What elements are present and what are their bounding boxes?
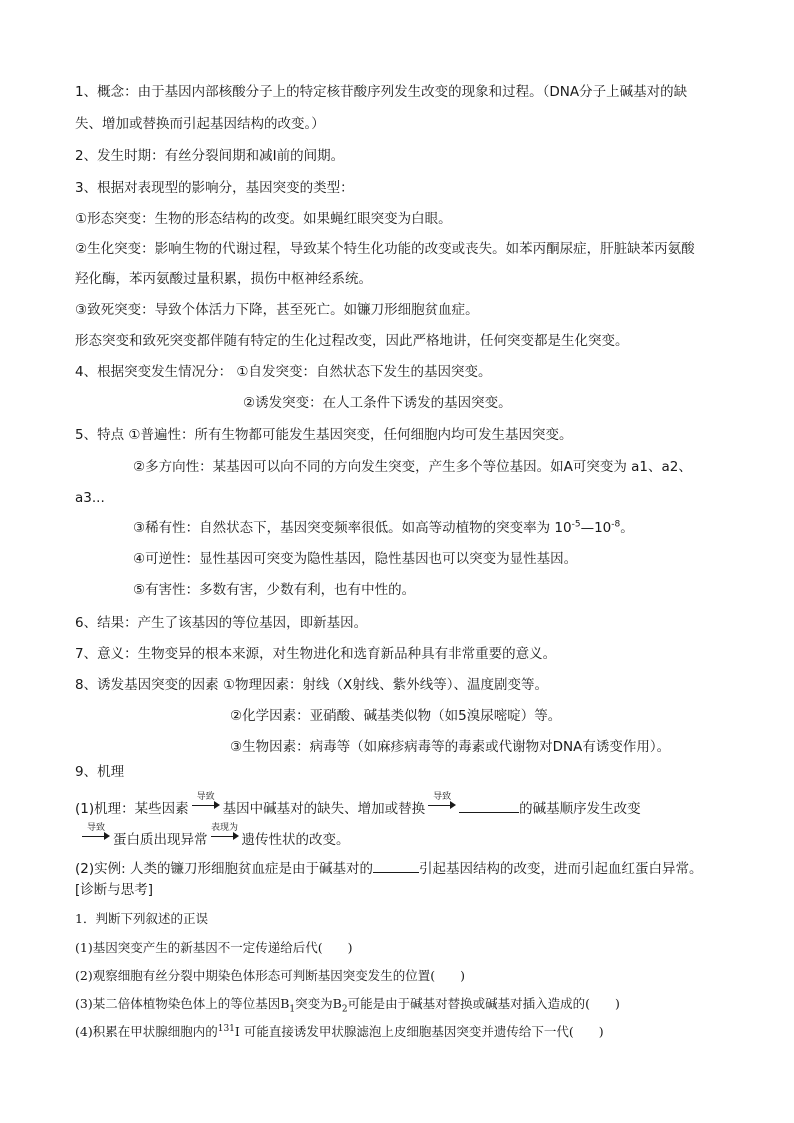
concept-line-1: 1、概念：由于基因内部核酸分子上的特定核苷酸序列发生改变的现象和过程。（DNA分子上碱基对的缺 bbox=[75, 84, 688, 100]
question-2: (2)观察细胞有丝分裂中期染色体形态可判断基因突变发生的位置( ) bbox=[75, 968, 465, 983]
feature-harmfulness: ⑤有害性：多数有害，少数有利，也有中性的。 bbox=[133, 582, 416, 598]
example-text-2: 引起基因结构的改变，进而引起血红蛋白异常。 bbox=[418, 861, 703, 877]
rarity-end: 。 bbox=[620, 520, 634, 536]
q3-subscript-1: 1 bbox=[289, 1004, 296, 1015]
fill-blank-1[interactable] bbox=[459, 799, 519, 813]
factor-biological: ③生物因素：病毒等（如麻疹病毒等的毒素或代谢物对DNA有诱变作用）。 bbox=[230, 739, 671, 755]
rarity-mid: —10 bbox=[580, 520, 612, 536]
arrow-icon bbox=[428, 792, 456, 813]
feature-reversibility: ④可逆性：显性基因可突变为隐性基因，隐性基因也可以突变为显性基因。 bbox=[133, 551, 578, 567]
question-4 bbox=[75, 1024, 604, 1040]
feature-rarity bbox=[133, 520, 634, 536]
mechanism-text-2: 基因中碱基对的缺失、增加或替换 bbox=[222, 801, 426, 817]
feature-multidirectional: ②多方向性：某基因可以向不同的方向发生突变，产生多个等位基因。如A可突变为 a1、a2、 bbox=[133, 459, 692, 475]
mechanism-example bbox=[75, 859, 702, 877]
concept-line-2: 失、增加或替换而引起基因结构的改变。） bbox=[75, 116, 325, 132]
mechanism-line-1 bbox=[75, 792, 641, 817]
arrow-icon bbox=[82, 823, 110, 844]
biochemical-mutation-line-1: ②生化突变：影响生物的代谢过程，导致某个特生化功能的改变或丧失。如苯丙酮尿症，肝脏缺苯丙氨酸 bbox=[75, 241, 695, 257]
mutation-note: 形态突变和致死突变都伴随有特定的生化过程改变，因此严格地讲，任何突变都是生化突变。 bbox=[75, 333, 629, 349]
q3-subscript-2: 2 bbox=[341, 1004, 348, 1015]
rarity-text: ③稀有性：自然状态下，基因突变频率很低。如高等动植物的突变率为 10 bbox=[133, 520, 572, 536]
arrow-label: 导致 bbox=[196, 792, 215, 802]
significance: 7、意义：生物变异的根本来源，对生物进化和选育新品种具有非常重要的意义。 bbox=[75, 646, 557, 662]
question-heading: 1．判断下列叙述的正误 bbox=[75, 911, 208, 926]
mechanism-text-1: (1)机理：某些因素 bbox=[75, 801, 189, 817]
feature-universality: 5、特点 ①普遍性：所有生物都可能发生基因突变，任何细胞内均可发生基因突变。 bbox=[75, 427, 573, 443]
rarity-exponent-1: -5 bbox=[571, 519, 581, 530]
q3-text-1: (3)某二倍体植物染色体上的等位基因B bbox=[75, 996, 290, 1011]
spontaneous-mutation: 4、根据突变发生情况分： ①自发突变：自然状态下发生的基因突变。 bbox=[75, 364, 492, 380]
question-1: (1)基因突变产生的新基因不一定传递给后代( ) bbox=[75, 940, 353, 955]
morphological-mutation: ①形态突变：生物的形态结构的改变。如果蝇红眼突变为白眼。 bbox=[75, 211, 452, 227]
arrow-label: 导致 bbox=[86, 823, 105, 833]
occurrence-period: 2、发生时期：有丝分裂间期和减Ⅰ前的间期。 bbox=[75, 148, 345, 164]
q4-superscript: 131 bbox=[217, 1023, 235, 1034]
example-text-1: (2)实例: 人类的镰刀形细胞贫血症是由于碱基对的 bbox=[75, 861, 373, 877]
mechanism-text-4: 蛋白质出现异常 bbox=[113, 832, 208, 848]
lethal-mutation: ③致死突变：导致个体活力下降，甚至死亡。如镰刀形细胞贫血症。 bbox=[75, 302, 479, 318]
factor-physical: 8、诱发基因突变的因素 ①物理因素：射线（X射线、紫外线等）、温度剧变等。 bbox=[75, 677, 548, 693]
mutation-types-heading: 3、根据对表现型的影响分，基因突变的类型： bbox=[75, 180, 354, 196]
q3-text-2: 突变为B bbox=[295, 996, 342, 1011]
mechanism-text-5: 遗传性状的改变。 bbox=[241, 832, 350, 848]
fill-blank-2[interactable] bbox=[373, 859, 419, 873]
q4-text-1: (4)积累在甲状腺细胞内的 bbox=[75, 1024, 218, 1039]
diagnosis-heading: [诊断与思考] bbox=[75, 882, 154, 898]
induced-mutation: ②诱发突变：在人工条件下诱发的基因突变。 bbox=[243, 395, 512, 411]
biochemical-mutation-line-2: 羟化酶，苯丙氨酸过量积累，损伤中枢神经系统。 bbox=[75, 271, 372, 287]
mechanism-line-2 bbox=[82, 823, 350, 848]
result: 6、结果：产生了该基因的等位基因，即新基因。 bbox=[75, 615, 368, 631]
arrow-label: 表现为 bbox=[210, 823, 238, 833]
mechanism-heading: 9、机理 bbox=[75, 764, 125, 780]
factor-chemical: ②化学因素：亚硝酸、碱基类似物（如5溴尿嘧啶）等。 bbox=[230, 708, 562, 724]
q3-text-3: 可能是由于碱基对替换或碱基对插入造成的( ) bbox=[347, 996, 620, 1011]
arrow-label: 导致 bbox=[433, 792, 452, 802]
q4-text-2: I 可能直接诱发甲状腺滤泡上皮细胞基因突变并遗传给下一代( ) bbox=[234, 1024, 604, 1039]
arrow-icon bbox=[192, 792, 220, 813]
feature-multidirectional-cont: a3... bbox=[75, 490, 105, 506]
question-3 bbox=[75, 996, 620, 1015]
rarity-exponent-2: -8 bbox=[611, 519, 621, 530]
mechanism-text-3: 的碱基顺序发生改变 bbox=[519, 801, 641, 817]
arrow-icon bbox=[210, 823, 239, 844]
